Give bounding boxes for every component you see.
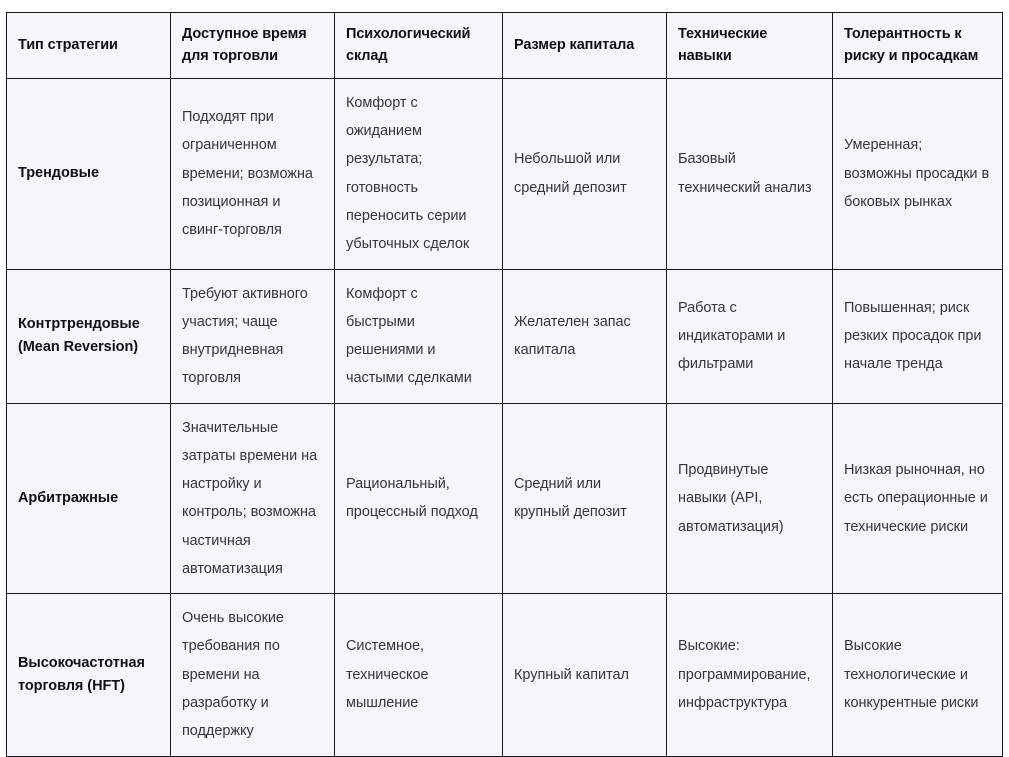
- cell-strategy-name: Высокочастотная торговля (HFT): [7, 594, 171, 756]
- cell-risk-tolerance: Умеренная; возможны просадки в боковых рынках: [833, 78, 1003, 269]
- comparison-table-container: [6, 12, 1002, 740]
- cell-risk-tolerance: Высокие технологические и конкурентные риски: [833, 594, 1003, 756]
- cell-available-time: Подходят при ограниченном времени; возможна позиционная и свинг-торговля: [171, 78, 335, 269]
- cell-psychology: Комфорт с быстрыми решениями и частыми сделками: [335, 269, 503, 403]
- column-header-available-time: Доступное время для торговли: [171, 13, 335, 79]
- table-header-row: [7, 13, 1003, 79]
- cell-psychology: Системное, техническое мышление: [335, 594, 503, 756]
- cell-technical-skills: Базовый технический анализ: [667, 78, 833, 269]
- cell-capital-size: Средний или крупный депозит: [503, 403, 667, 594]
- cell-psychology: Рациональный, процессный подход: [335, 403, 503, 594]
- table-row: [7, 78, 1003, 269]
- cell-technical-skills: Продвинутые навыки (API, автоматизация): [667, 403, 833, 594]
- table-body: [7, 78, 1003, 756]
- column-header-capital-size: Размер капитала: [503, 13, 667, 79]
- cell-strategy-name: Трендовые: [7, 78, 171, 269]
- cell-technical-skills: Высокие: программирование, инфраструктура: [667, 594, 833, 756]
- table-row: [7, 403, 1003, 594]
- column-header-psychology: Психологический склад: [335, 13, 503, 79]
- cell-risk-tolerance: Повышенная; риск резких просадок при начале тренда: [833, 269, 1003, 403]
- cell-capital-size: Небольшой или средний депозит: [503, 78, 667, 269]
- cell-strategy-name: Контртрендовые (Mean Reversion): [7, 269, 171, 403]
- column-header-technical-skills: Технические навыки: [667, 13, 833, 79]
- table-row: [7, 269, 1003, 403]
- cell-technical-skills: Работа с индикаторами и фильтрами: [667, 269, 833, 403]
- column-header-risk-tolerance: Толерантность к риску и просадкам: [833, 13, 1003, 79]
- cell-psychology: Комфорт с ожиданием результата; готовность переносить серии убыточных сделок: [335, 78, 503, 269]
- cell-risk-tolerance: Низкая рыночная, но есть операционные и технические риски: [833, 403, 1003, 594]
- column-header-strategy-type: Тип стратегии: [7, 13, 171, 79]
- cell-available-time: Требуют активного участия; чаще внутридневная торговля: [171, 269, 335, 403]
- cell-capital-size: Крупный капитал: [503, 594, 667, 756]
- cell-available-time: Значительные затраты времени на настройку и контроль; возможна частичная автоматизация: [171, 403, 335, 594]
- cell-available-time: Очень высокие требования по времени на разработку и поддержку: [171, 594, 335, 756]
- table-header: [7, 13, 1003, 79]
- strategy-comparison-table: [6, 12, 1003, 757]
- table-row: [7, 594, 1003, 756]
- cell-capital-size: Желателен запас капитала: [503, 269, 667, 403]
- cell-strategy-name: Арбитражные: [7, 403, 171, 594]
